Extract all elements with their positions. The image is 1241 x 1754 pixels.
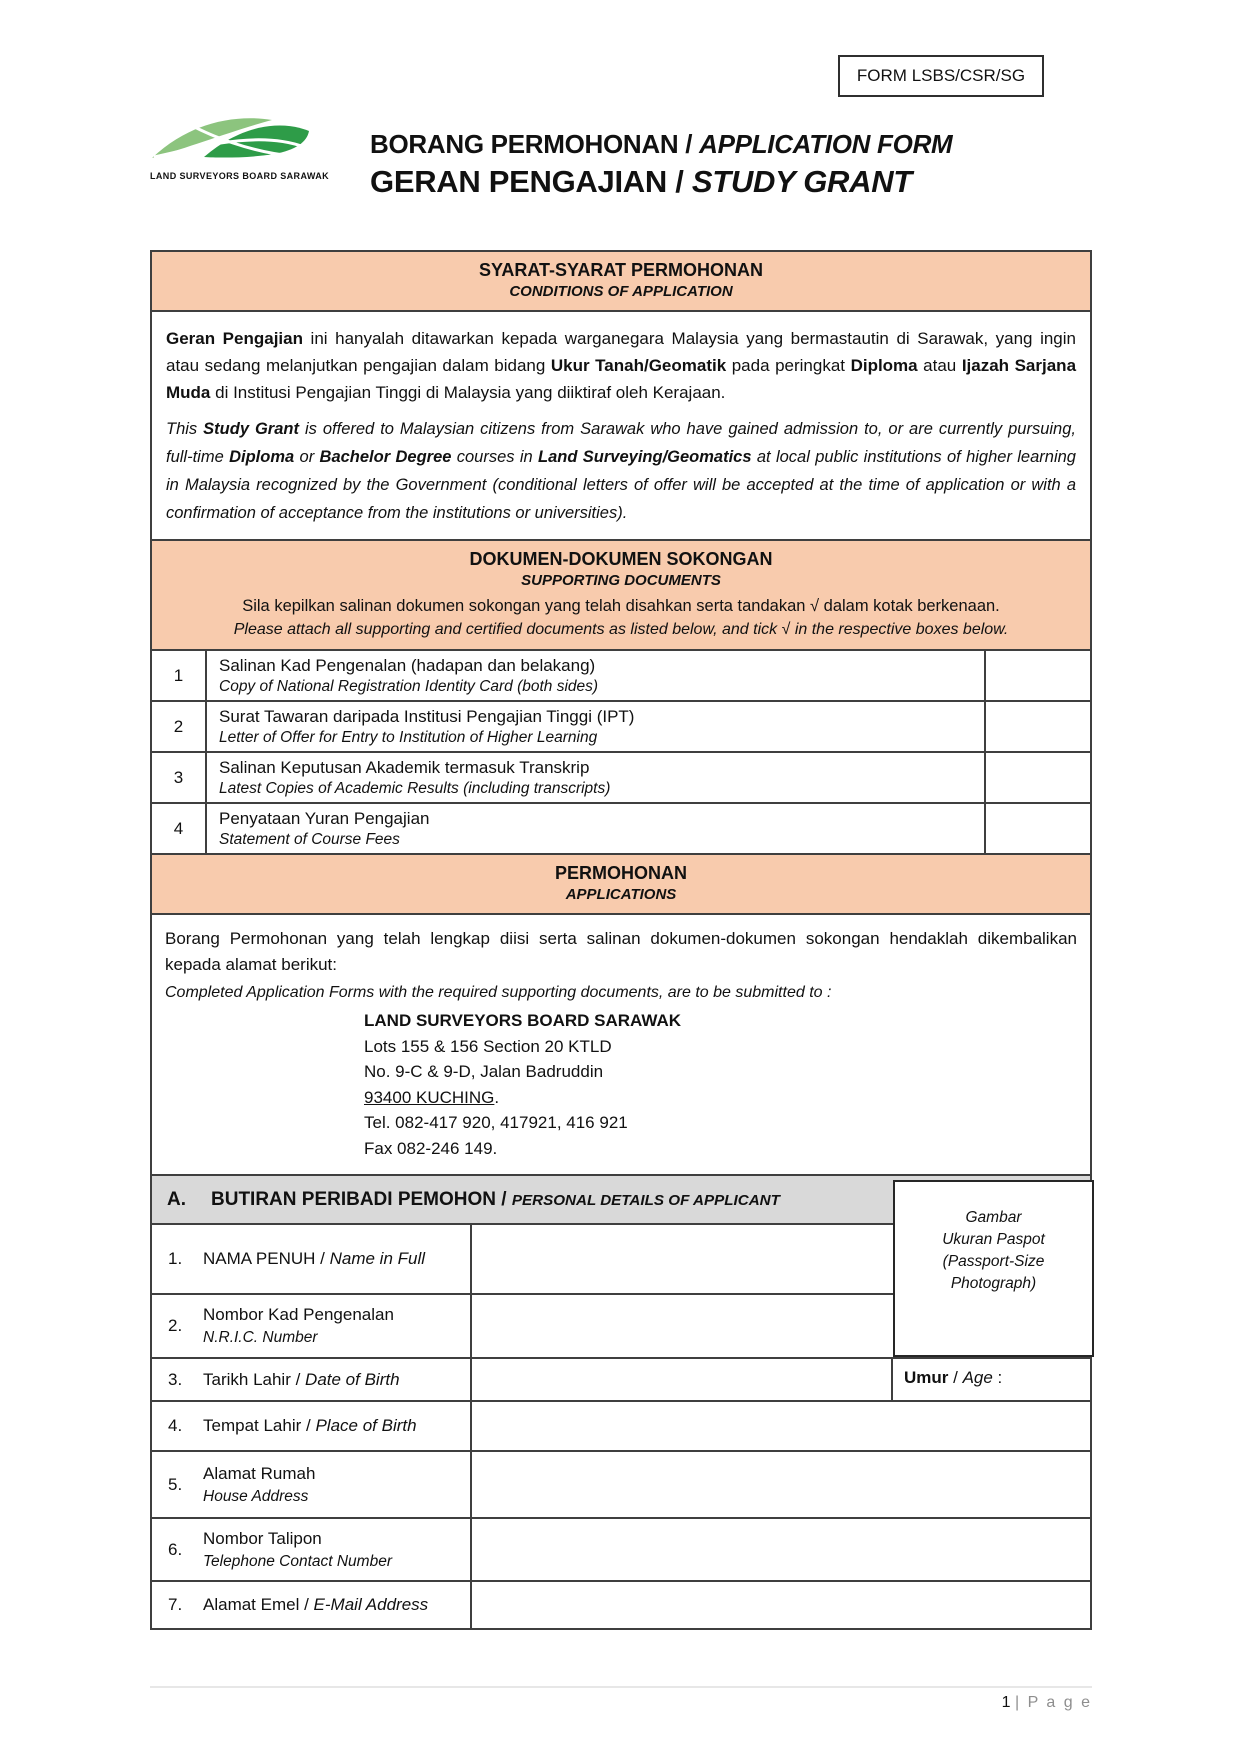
document-row bbox=[152, 751, 1090, 802]
document-desc-en: Letter of Offer for Entry to Institution of Higher Learning bbox=[219, 728, 598, 746]
applications-body bbox=[152, 913, 1090, 1175]
conditions-paragraph-en: This Study Grant is offered to Malaysian citizens from Sarawak who have gained admission to, or are currently pursuing, full-time Diploma or Bachelor Degree courses in Land Surveying/Geomatics at local public institutions of higher learning in Malaysia recognized by the Government (conditional letters of offer will be accepted at the time of application or with a confirmation of acceptance from the institutions or universities). bbox=[166, 420, 1076, 522]
documents-section-header bbox=[152, 539, 1090, 649]
section-a-table bbox=[150, 1174, 1092, 1630]
form-title-line2: GERAN PENGAJIAN / STUDY GRANT bbox=[370, 164, 912, 199]
form-title bbox=[370, 128, 990, 202]
document-row bbox=[152, 802, 1090, 853]
personal-row-phone bbox=[152, 1517, 1090, 1580]
row-number: 2. bbox=[168, 1316, 183, 1335]
row-number: 1. bbox=[168, 1249, 183, 1268]
documents-heading-en: SUPPORTING DOCUMENTS bbox=[521, 572, 721, 589]
documents-note-en: Please attach all supporting and certified documents as listed below, and tick √ in the respective boxes below. bbox=[233, 621, 1009, 638]
document-desc-en: Latest Copies of Academic Results (including transcripts) bbox=[219, 779, 611, 797]
document-desc-en: Statement of Course Fees bbox=[219, 830, 400, 848]
document-desc-en: Copy of National Registration Identity Card (both sides) bbox=[219, 677, 599, 695]
row-label: Alamat Rumah bbox=[203, 1463, 316, 1483]
document-desc-my: Penyataan Yuran Pengajian bbox=[219, 808, 430, 828]
address-city: 93400 KUCHING. bbox=[364, 1087, 500, 1107]
row-label: Nombor Kad Pengenalan bbox=[203, 1305, 394, 1324]
personal-row-address bbox=[152, 1450, 1090, 1517]
house-address-field[interactable] bbox=[472, 1452, 1090, 1517]
document-number: 1 bbox=[152, 651, 207, 700]
page-footer-label: | P a g e bbox=[1014, 1694, 1092, 1711]
row-number: 4. bbox=[168, 1416, 183, 1435]
row-number: 6. bbox=[168, 1539, 183, 1559]
phone-field[interactable] bbox=[472, 1519, 1090, 1580]
row-label: Tarikh Lahir / Date of Birth bbox=[203, 1369, 400, 1389]
row-sublabel: Telephone Contact Number bbox=[203, 1552, 392, 1570]
lsbs-logo bbox=[150, 112, 330, 181]
document-desc bbox=[207, 702, 984, 751]
applications-section-header bbox=[152, 853, 1090, 913]
applications-heading-my: PERMOHONAN bbox=[554, 863, 687, 883]
photo-box-line3: (Passport-Size bbox=[942, 1253, 1045, 1270]
personal-row-dob bbox=[152, 1357, 1090, 1400]
page-number: 1 bbox=[1001, 1694, 1011, 1711]
row-number: 3. bbox=[168, 1369, 183, 1389]
photo-box-line4: Photograph) bbox=[950, 1275, 1037, 1292]
document-desc-my: Surat Tawaran daripada Institusi Pengajian Tinggi (IPT) bbox=[219, 706, 635, 726]
pob-field[interactable] bbox=[472, 1402, 1090, 1450]
documents-note-my: Sila kepilkan salinan dokumen sokongan yang telah disahkan serta tandakan √ dalam kotak berkenaan. bbox=[242, 597, 1000, 615]
document-number: 2 bbox=[152, 702, 207, 751]
document-number: 4 bbox=[152, 804, 207, 853]
document-desc bbox=[207, 804, 984, 853]
address-tel: Tel. 082-417 920, 417921, 416 921 bbox=[364, 1113, 628, 1132]
personal-row-email bbox=[152, 1580, 1090, 1628]
row-number: 7. bbox=[168, 1595, 183, 1614]
conditions-heading-en: CONDITIONS OF APPLICATION bbox=[509, 283, 733, 300]
age-field[interactable] bbox=[891, 1359, 1090, 1400]
conditions-body bbox=[152, 310, 1090, 539]
photo-box-line1: Gambar bbox=[965, 1209, 1022, 1226]
email-field[interactable] bbox=[472, 1582, 1090, 1628]
document-number: 3 bbox=[152, 753, 207, 802]
documents-heading-my: DOKUMEN-DOKUMEN SOKONGAN bbox=[469, 549, 773, 569]
tick-box-cell-4[interactable] bbox=[984, 804, 1090, 853]
form-code-box bbox=[838, 55, 1044, 97]
tick-box-cell-3[interactable] bbox=[984, 753, 1090, 802]
address-line2: No. 9-C & 9-D, Jalan Badruddin bbox=[364, 1062, 604, 1081]
document-row bbox=[152, 649, 1090, 700]
personal-row-pob bbox=[152, 1400, 1090, 1450]
document-desc-my: Salinan Kad Pengenalan (hadapan dan belakang) bbox=[219, 655, 596, 675]
row-sublabel: House Address bbox=[203, 1487, 309, 1505]
row-sublabel: N.R.I.C. Number bbox=[203, 1329, 318, 1346]
submission-address bbox=[364, 1008, 1077, 1161]
conditions-heading-my: SYARAT-SYARAT PERMOHONAN bbox=[478, 260, 764, 280]
footer-divider bbox=[150, 1686, 1092, 1688]
conditions-paragraph-my: Geran Pengajian ini hanyalah ditawarkan kepada warganegara Malaysia yang bermastautin di Sarawak, yang ingin atau sedang melanjutkan pengajian dalam bidang Ukur Tanah/Geomatik pada peringkat Diploma atau Ijazah Sarjana Muda di Institusi Pengajian Tinggi di Malaysia yang diiktiraf oleh Kerajaan. bbox=[166, 329, 1077, 402]
row-label: Alamat Emel / E-Mail Address bbox=[203, 1595, 429, 1614]
row-label: Nombor Talipon bbox=[203, 1528, 322, 1548]
document-desc-my: Salinan Keputusan Akademik termasuk Transkrip bbox=[219, 757, 590, 777]
form-code-text: FORM LSBS/CSR/SG bbox=[856, 66, 1026, 85]
document-row bbox=[152, 700, 1090, 751]
section-a-heading: BUTIRAN PERIBADI PEMOHON / PERSONAL DETAILS OF APPLICANT bbox=[211, 1188, 780, 1210]
applications-paragraph-my: Borang Permohonan yang telah lengkap diisi serta salinan dokumen-dokumen sokongan hendaklah dikembalikan kepada alamat berikut: bbox=[165, 929, 1077, 974]
form-title-line1: BORANG PERMOHONAN / APPLICATION FORM bbox=[370, 129, 953, 159]
lsbs-logo-icon bbox=[150, 112, 312, 164]
logo-caption: LAND SURVEYORS BOARD SARAWAK bbox=[150, 171, 330, 181]
applications-heading-en: APPLICATIONS bbox=[565, 886, 677, 903]
document-desc bbox=[207, 753, 984, 802]
age-label: Umur / Age : bbox=[904, 1368, 1003, 1387]
address-line1: Lots 155 & 156 Section 20 KTLD bbox=[364, 1036, 612, 1056]
conditions-section-header bbox=[152, 252, 1090, 310]
main-table bbox=[150, 250, 1092, 1177]
address-fax: Fax 082-246 149. bbox=[364, 1138, 498, 1158]
photo-box-line2: Ukuran Paspot bbox=[942, 1231, 1045, 1248]
row-label: NAMA PENUH / Name in Full bbox=[203, 1249, 426, 1268]
row-number: 5. bbox=[168, 1474, 183, 1494]
document-desc bbox=[207, 651, 984, 700]
tick-box-cell-1[interactable] bbox=[984, 651, 1090, 700]
row-label: Tempat Lahir / Place of Birth bbox=[203, 1416, 417, 1435]
applications-paragraph-en: Completed Application Forms with the required supporting documents, are to be submitted to : bbox=[165, 984, 832, 1001]
address-name: LAND SURVEYORS BOARD SARAWAK bbox=[364, 1011, 682, 1030]
tick-box-cell-2[interactable] bbox=[984, 702, 1090, 751]
dob-field[interactable] bbox=[472, 1359, 891, 1400]
section-a-label: A. bbox=[167, 1188, 186, 1210]
photo-box bbox=[893, 1180, 1094, 1357]
page-footer bbox=[150, 1694, 1092, 1712]
